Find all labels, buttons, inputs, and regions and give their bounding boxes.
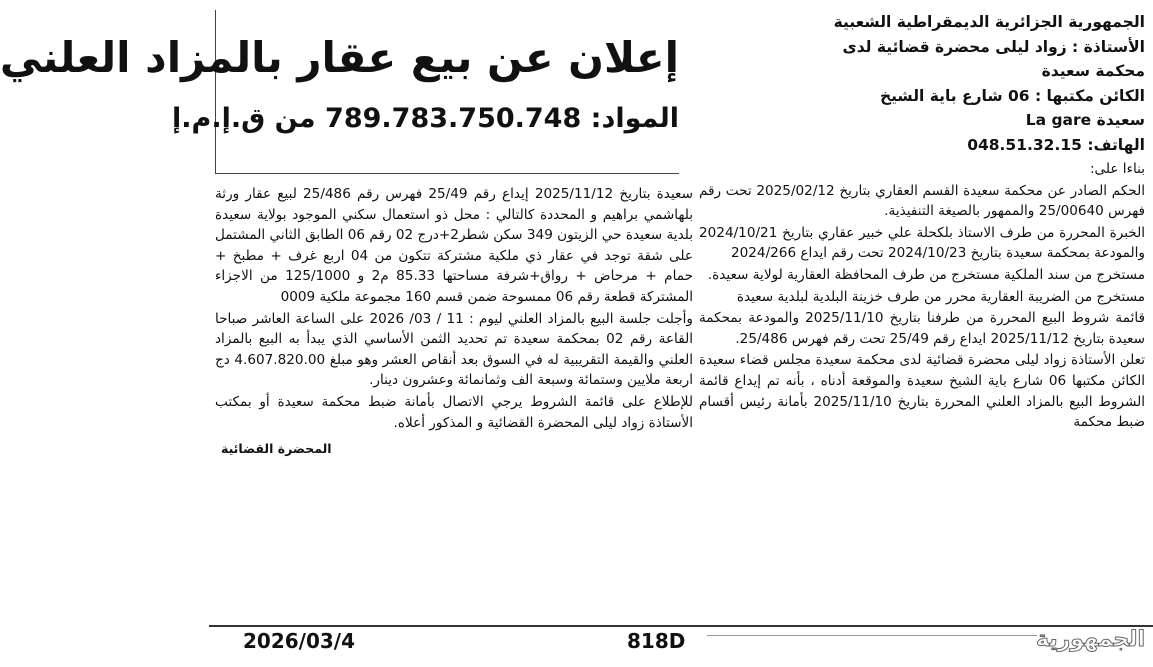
header-court: محكمة سعيدة	[1041, 62, 1145, 80]
paragraph-intro: بناءا على:	[1089, 161, 1145, 177]
header-city: سعيدة La gare	[1025, 111, 1145, 129]
right-column	[699, 10, 1145, 622]
paragraph-property: سعيدة بتاريخ 2025/11/12 إيداع رقم 25/49 فهرس رقم 25/486 لبيع عقار ورثة بلهاشمي براهيم و المحددة كالتالي : محل ذو استعمال سكني الموجود بولاية سعيدة بلدية سعيدة حي الزيتون 349 سكن شطر2+درج 02 رقم 06 الطابق الثاني المشتمل على شقة توجد في عقار ذي ملكية مشتركة تتكون من 04 اربع غرف + مطبخ + حمام + مرحاض + رواق+شرفة مساحتها 85.33 م2 و 125/1000 من الاجزاء المشتركة قطعة رقم 06 ممسوحة ضمن قسم 160 مجموعة ملكية 0009	[215, 186, 693, 305]
paragraph-conditions: قائمة شروط البيع المحررة من طرفنا بتاريخ 2025/11/10 والمودعة بمحكمة سعيدة بتاريخ 2025/11/12 ايداع رقم 25/49 تحت رقم فهرس 25/486.	[699, 310, 1145, 347]
footer-divider	[707, 635, 1037, 636]
header-office-address: الكائن مكتبها : 06 شارع باية الشيخ	[879, 86, 1145, 105]
paragraph-announcement: تعلن الأستاذة زواد ليلى محضرة قضائية لدى محكمة سعيدة مجلس قضاء سعيدة الكائن مكتبها 06 شارع باية الشيخ سعيدة والموقعة أدناه ، بأنه تم إيداع قائمة الشروط البيع بالمزاد العلني المحررة بتاريخ 2025/11/10 بأمانة رئيس أقسام ضبط محكمة	[699, 352, 1145, 431]
left-column	[0, 10, 693, 622]
header-republic: الجمهورية الجزائرية الديمقراطية الشعبية	[833, 13, 1145, 31]
phone-number: 048.51.32.15	[967, 135, 1082, 154]
announcement-title: إعلان عن بيع عقار بالمزاد العلني	[0, 33, 679, 82]
footer-code: 818D	[627, 629, 686, 653]
title-box	[0, 10, 679, 174]
phone-label: الهاتف:	[1087, 135, 1145, 154]
footer	[209, 625, 1153, 667]
footer-date: 2026/03/4	[243, 629, 356, 653]
left-body	[215, 184, 693, 456]
paragraph-auction-session: وأجلت جلسة البيع بالمزاد العلني ليوم : 11 / 03/ 2026 على الساعة العاشر صباحا القاعة رقم 02 بمحكمة سعيدة تم تحديد الثمن الأساسي الذي يبدأ به البيع بالمزاد العلني والقيمة التقريبية له في السوق بعد أنقاص العشر وهو مبلغ 4.607.820.00 دج اربعة ملايين وستمائة وسبعة الف وثمانمائة وعشرون دينار.	[215, 310, 693, 389]
signature: المحضرة القضائية	[221, 441, 332, 457]
paragraph-judgment: الحكم الصادر عن محكمة سعيدة القسم العقاري بتاريخ 2025/02/12 تحت رقم فهرس 25/00640 والممهور بالصيغة التنفيذية.	[699, 182, 1145, 220]
newspaper-logo: الجمهورية	[1036, 627, 1145, 652]
header-phone	[699, 133, 1145, 158]
paragraph-contact: للإطلاع على قائمة الشروط يرجي الاتصال بأمانة ضبط محكمة سعيدة أو بمكتب الأستاذة زواد ليلى المحضرة القضائية و المذكور أعلاه.	[215, 393, 693, 431]
paragraph-tax: مستخرج من الضريبة العقارية محرر من طرف خزينة البلدية لبلدية سعيدة	[736, 288, 1145, 305]
header-bailiff: الأستاذة : زواد ليلى محضرة قضائية لدى	[842, 37, 1145, 56]
paragraph-expertise: الخبرة المحررة من طرف الاستاذ بلكحلة علي خبير عقاري بتاريخ 2024/10/21 والمودعة بمحكمة سعيدة بتاريخ 2024/10/23 تحت رقم ايداع 2024/266	[699, 224, 1145, 262]
right-body	[699, 159, 1145, 433]
legal-articles: المواد: 789.783.750.748 من ق.إ.م.إ	[172, 103, 679, 134]
paragraph-title-deed: مستخرج من سند الملكية مستخرج من طرف المحافظة العقارية لولاية سعيدة.	[707, 266, 1145, 283]
